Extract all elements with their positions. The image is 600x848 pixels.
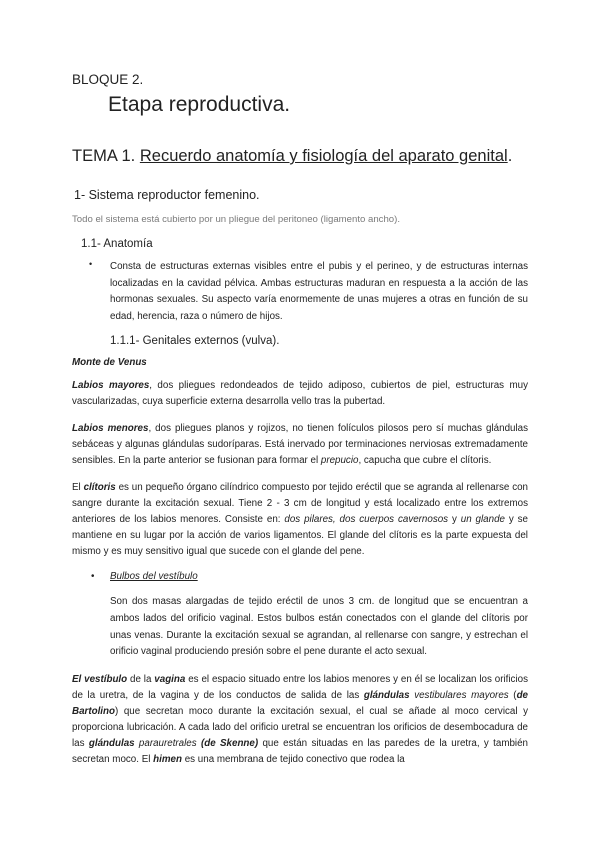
labios-mayores-text: , dos pliegues redondeados de tejido adiposo, cubiertos de piel, estructuras muy vascularizadas, cuya superficie externa desarrolla vello tras la pubertad. bbox=[72, 380, 528, 408]
labios-menores-paragraph bbox=[72, 421, 528, 469]
clitoris-paragraph bbox=[72, 480, 528, 560]
clitoris-glande: un glande bbox=[460, 514, 505, 526]
paren-open: ( bbox=[508, 689, 517, 701]
vest-text-3: que están situadas en las paredes de la uretra, y también secretan moco. El bbox=[72, 737, 528, 765]
bulbos-label: Bulbos del vestíbulo bbox=[110, 571, 198, 583]
glandulas-term-2: glándulas bbox=[88, 737, 135, 749]
parauretrales-term: parauretrales bbox=[134, 737, 197, 749]
glandulas-term-1: glándulas bbox=[363, 689, 410, 701]
topic-suffix: . bbox=[507, 147, 513, 165]
topic-title: Recuerdo anatomía y fisiología del aparato genital bbox=[139, 147, 508, 165]
topic-prefix: TEMA 1. bbox=[72, 147, 140, 165]
labios-menores-text-2: , capucha que cubre el clítoris. bbox=[358, 455, 492, 467]
bulbos-text: Son dos masas alargadas de tejido eréctil de unos 3 cm. de longitud que se encuentran a ambos lados del orificio vaginal. Estos bulbos están conectados con el glande del clítoris por unas venas. Durante la excitación sexual se agrandan, al rellenarse con sangre, y estrechan el orificio vaginal produciendo presión sobre el pene durante el acto sexual. bbox=[110, 596, 528, 658]
bullet-icon: • bbox=[91, 571, 95, 583]
vestibulo-paragraph bbox=[72, 672, 528, 768]
section-title: Etapa reproductiva. bbox=[108, 93, 291, 116]
labios-mayores-term: Labios mayores bbox=[72, 380, 150, 392]
vest-text-2: ) que secretan moco durante la excitación sexual, el cual se añade al moco cervical y proporciona lubricación. A cada lado del orificio uretral se encuentran los orificios de desembocadura de las bbox=[72, 705, 528, 749]
clitoris-y: y bbox=[448, 514, 461, 526]
labios-menores-text-1: , dos pliegues planos y rojizos, no tienen folículos pilosos pero sí muchas glándulas sebáceas y algunas glándulas sudoríparas. Está inervado por terminaciones nerviosas extremadamente sensibles. En la parte anterior se fusionan para formar el bbox=[72, 423, 528, 467]
clitoris-parts: dos pilares, dos cuerpos cavernosos bbox=[284, 514, 449, 526]
system-heading: 1- Sistema reproductor femenino. bbox=[74, 188, 260, 202]
clitoris-text-1: es un pequeño órgano cilíndrico compuesto por tejido eréctil que se agranda al rellenarse con sangre durante la excitación sexual. Tiene 2 - 3 cm de longitud y está localizado entre los extremos anteriores de los labios menores. Consiste en: bbox=[72, 482, 528, 526]
anatomy-heading: 1.1- Anatomía bbox=[81, 238, 153, 250]
clitoris-text-2: y se mantiene en su lugar por la acción de varios ligamentos. El glande del clítoris es la parte expuesta del mismo y es muy sensitivo igual que sucede con el glande del pene. bbox=[72, 514, 529, 558]
external-genitals-heading: 1.1.1- Genitales externos (vulva). bbox=[110, 335, 280, 348]
labios-menores-term: Labios menores bbox=[72, 423, 149, 435]
vestibulares-mayores: vestibulares mayores bbox=[409, 689, 509, 701]
anatomy-bullet-text: Consta de estructuras externas visibles entre el pubis y el perineo, y de estructuras internas localizadas en la cavidad pélvica. Ambas estructuras maduran en respuesta a la acción de las hormonas sexuales. Su aspecto varía enormemente de unas mujeres a otras en función de su edad, herencia, raza o número de hijos. bbox=[110, 261, 528, 322]
vagina-term: vagina bbox=[154, 673, 186, 685]
block-label: BLOQUE 2. bbox=[72, 72, 144, 87]
vest-text-1: es el espacio situado entre los labios menores y en él se localizan los orificios de la uretra, de la vagina y de los conductos de salida de las bbox=[72, 673, 528, 701]
clitoris-term: clítoris bbox=[83, 482, 116, 494]
clitoris-pre: El bbox=[72, 482, 84, 494]
monte-venus-label: Monte de Venus bbox=[72, 357, 147, 369]
bulbos-bullet bbox=[91, 571, 528, 582]
intro-note: Todo el sistema está cubierto por un pliegue del peritoneo (ligamento ancho). bbox=[72, 214, 400, 225]
vest-de-la: de la bbox=[127, 673, 155, 685]
bullet-icon: • bbox=[89, 259, 93, 269]
topic-heading bbox=[72, 147, 528, 166]
prepucio-term: prepucio bbox=[320, 455, 359, 467]
bartolino-term: de Bartolino bbox=[72, 689, 528, 717]
himen-term: himen bbox=[153, 753, 182, 765]
vestibulo-term: El vestíbulo bbox=[72, 673, 128, 685]
vest-text-4: es una membrana de tejido conectivo que rodea la bbox=[182, 753, 405, 765]
labios-mayores-paragraph bbox=[72, 378, 528, 410]
anatomy-bullet bbox=[72, 259, 528, 325]
skenne-term: (de Skenne) bbox=[196, 737, 259, 749]
